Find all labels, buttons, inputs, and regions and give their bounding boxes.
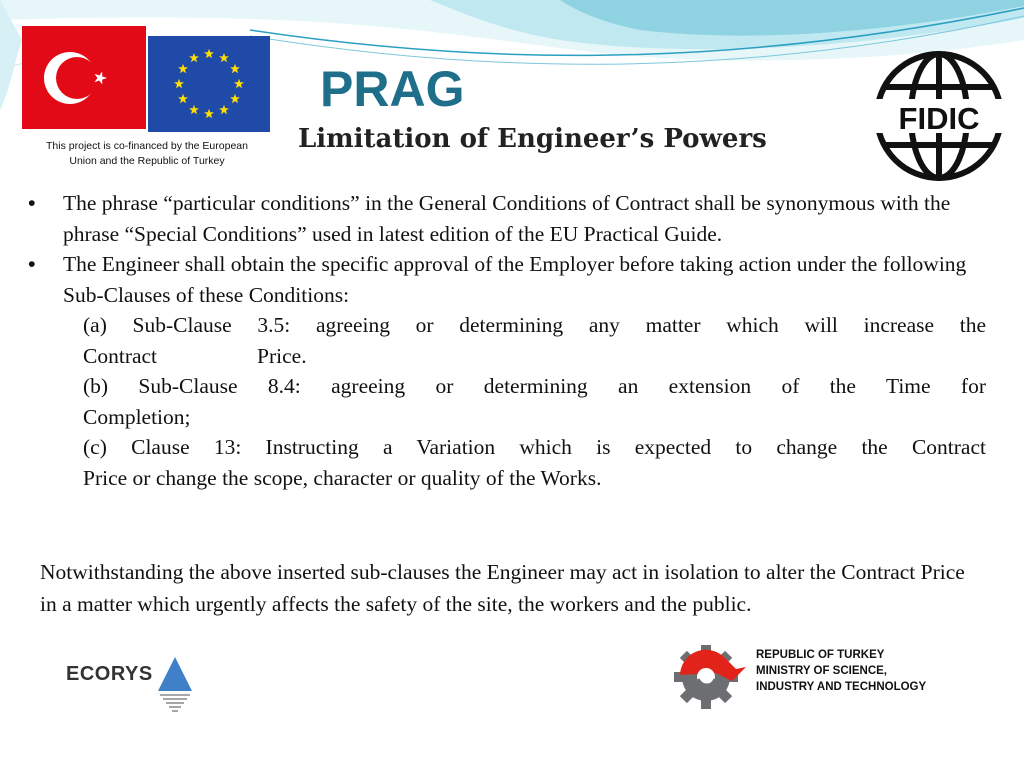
notwithstanding-paragraph: Notwithstanding the above inserted sub-clauses the Engineer may act in isolation to alter the Contract Price in a matter which urgently affects the safety of the site, the workers and the public. (40, 560, 965, 616)
slide-title: PRAG (320, 61, 465, 117)
sub-item-a-price: Price. (257, 343, 307, 368)
slide-content (28, 188, 986, 493)
bullet-marker: • (28, 252, 36, 276)
turkey-flag-logo (22, 26, 146, 129)
bullet-text-engineer-approval: The Engineer shall obtain the specific approval of the Employer before taking action under the following Sub-Clauses of these Conditions: (63, 252, 967, 307)
cofinanced-line-2: Union and the Republic of Turkey (69, 155, 225, 167)
bullet-item (28, 188, 986, 249)
cofinanced-notice (16, 139, 278, 169)
fidic-logo (872, 49, 1006, 183)
sub-item-a-line-1: (a) Sub-Clause 3.5: agreeing or determining any matter which will increase the (83, 313, 986, 337)
fidic-logo-text: FIDIC (898, 101, 980, 136)
eu-flag-logo (148, 36, 270, 132)
sub-item-a-contract: Contract (83, 343, 158, 368)
sub-item-c-line-1: (c) Clause 13: Instructing a Variation which is expected to change the Contract (83, 435, 986, 459)
bullet-item (28, 249, 986, 310)
ministry-line-3: INDUSTRY AND TECHNOLOGY (756, 681, 927, 693)
ecorys-triangle-icon (158, 657, 192, 715)
sub-item-b-line-1: (b) Sub-Clause 8.4: agreeing or determining an extension of the Time for (83, 374, 986, 398)
ministry-gear-logo (668, 643, 748, 709)
bullet-text-particular-conditions: The phrase “particular conditions” in the General Conditions of Contract shall be synonymous with the phrase “Special Conditions” used in latest edition of the EU Practical Guide. (63, 191, 951, 246)
cofinanced-line-1: This project is co-financed by the European (46, 140, 248, 152)
ecorys-logo (66, 657, 196, 717)
ecorys-logo-text: ECORYS (66, 663, 153, 685)
sub-item-a-line-2 (83, 341, 986, 372)
bullet-marker: • (28, 191, 36, 215)
ministry-line-1: REPUBLIC OF TURKEY (756, 649, 885, 661)
ministry-line-2: MINISTRY OF SCIENCE, (756, 665, 887, 677)
slide-subtitle: Limitation of Engineer’s Powers (298, 124, 767, 154)
sub-item-c-line-2: Price or change the scope, character or quality of the Works. (83, 465, 602, 490)
ministry-name (756, 647, 926, 695)
sub-item-b-line-2: Completion; (83, 404, 191, 429)
